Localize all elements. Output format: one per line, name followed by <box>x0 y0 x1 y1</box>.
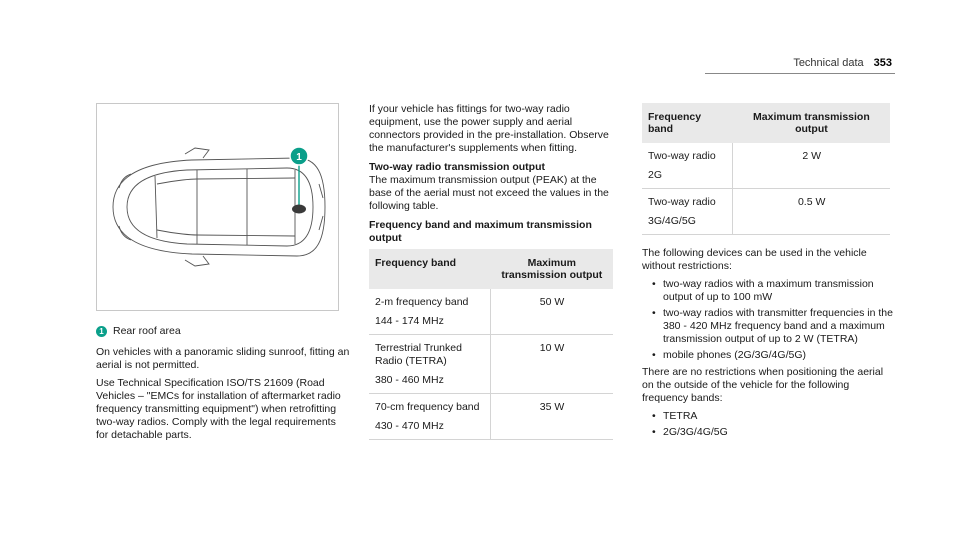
unrestricted-devices-list <box>642 278 894 362</box>
band-range: 430 - 470 MHz <box>375 420 444 432</box>
heading-transmission-output: Two-way radio transmission output <box>369 161 545 173</box>
output-value: 0.5 W <box>733 189 890 235</box>
frequency-output-table-2 <box>642 103 890 235</box>
table-row <box>642 143 890 189</box>
band-range: 380 - 460 MHz <box>375 374 444 386</box>
band-name: Terrestrial Trunked Radio (TETRA) <box>375 342 462 367</box>
vehicle-roof-figure <box>96 103 339 311</box>
list-item: • 2G/3G/4G/5G <box>652 426 894 439</box>
output-value: 2 W <box>733 143 890 189</box>
paragraph-unrestricted-devices: The following devices can be used in the vehicle without restrictions: <box>642 247 867 272</box>
middle-column <box>369 103 619 440</box>
table-row <box>369 394 613 440</box>
table-row <box>369 335 613 394</box>
band-name: 2-m frequency band <box>375 296 469 308</box>
band-range: 2G <box>648 169 663 181</box>
table-header-output: Maximum transmission output <box>491 249 613 289</box>
heading-frequency-band-table: Frequency band and maximum transmission output <box>369 219 592 244</box>
paragraph-iso-spec: Use Technical Specification ISO/TS 21609 (Road Vehicles – "EMCs for installation of aftermarket radio frequency transmitting equipment") when retrofitting two-way radios. Comply with the legal requirements for detachable parts. <box>96 377 341 441</box>
table-row <box>642 189 890 235</box>
header-divider <box>705 73 895 74</box>
frequency-output-table-1 <box>369 249 613 440</box>
unrestricted-bands-list <box>642 410 894 439</box>
table-header-output: Maximum transmission output <box>733 103 890 143</box>
car-top-view-illustration <box>97 104 338 310</box>
figure-callout-1: 1 <box>296 152 302 163</box>
band-range: 144 - 174 MHz <box>375 315 444 327</box>
list-item: • two-way radios with transmitter frequencies in the 380 - 420 MHz frequency band and a maximum transmission output of up to 2 W (TETRA) <box>652 307 894 346</box>
section-title: Technical data <box>793 57 864 69</box>
page-number: 353 <box>873 57 892 69</box>
paragraph-aerial-positioning: There are no restrictions when positioning the aerial on the outside of the vehicle for the following frequency bands: <box>642 366 884 404</box>
page-header <box>793 57 892 70</box>
list-item: • mobile phones (2G/3G/4G/5G) <box>652 349 894 362</box>
callout-badge: 1 <box>96 326 107 337</box>
list-item: • TETRA <box>652 410 894 423</box>
paragraph-sunroof: On vehicles with a panoramic sliding sunroof, fitting an aerial is not permitted. <box>96 346 350 371</box>
band-name: Two-way radio <box>648 150 716 162</box>
legend-text: Rear roof area <box>113 325 181 337</box>
output-value: 50 W <box>491 289 613 335</box>
paragraph-max-output: The maximum transmission output (PEAK) at the base of the aerial must not exceed the values in the following table. <box>369 174 609 212</box>
output-value: 35 W <box>491 394 613 440</box>
band-name: 70-cm frequency band <box>375 401 480 413</box>
table-header-row <box>369 249 613 289</box>
list-item: • two-way radios with a maximum transmission output of up to 100 mW <box>652 278 894 304</box>
output-value: 10 W <box>491 335 613 394</box>
left-column <box>96 325 351 447</box>
table-header-row <box>642 103 890 143</box>
table-header-band: Frequency band <box>369 249 491 289</box>
table-header-band: Frequency band <box>642 103 733 143</box>
right-column <box>642 103 894 443</box>
band-range: 3G/4G/5G <box>648 215 696 227</box>
band-name: Two-way radio <box>648 196 716 208</box>
figure-legend <box>96 325 351 338</box>
paragraph-fittings: If your vehicle has fittings for two-way radio equipment, use the power supply and aerial connectors provided in the pre-installation. Observe the manufacturer's supplements when fitting. <box>369 103 609 154</box>
table-row <box>369 289 613 335</box>
